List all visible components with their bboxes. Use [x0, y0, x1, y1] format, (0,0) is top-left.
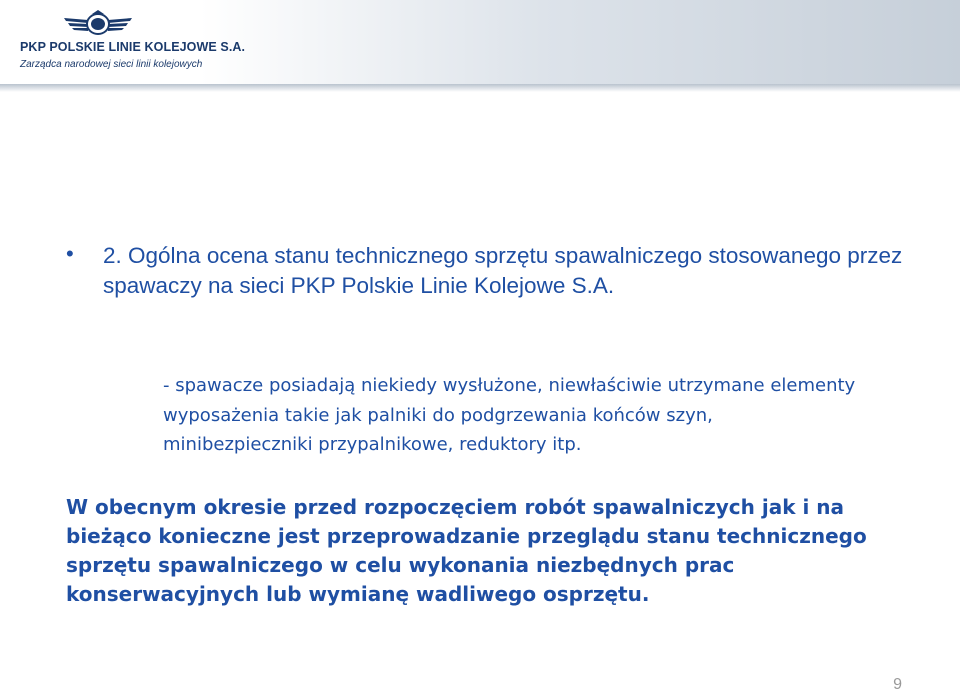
page-number: 9 [893, 676, 902, 693]
slide-header [0, 0, 960, 96]
sub-point-text: - spawacze posiadają niekiedy wysłużone, niewłaściwie utrzymane elementy wyposażenia takie jak palniki do podgrzewania końców szyn, minibezpieczniki przypalnikowe, reduktory itp. [163, 375, 856, 455]
body-paragraph: W obecnym okresie przed rozpoczęciem robót spawalniczych jak i na bieżąco konieczne jest przeprowadzanie przeglądu stanu technicznego sprzętu spawalniczego w celu wykonania niezbędnych prac konserwacyjnych lub wymianę wadliwego osprzętu. [66, 495, 867, 606]
brand-tagline: Zarządca narodowej sieci linii kolejowych [20, 59, 203, 70]
slide-heading: 2. Ogólna ocena stanu technicznego sprzętu spawalniczego stosowanego przez spawaczy na sieci PKP Polskie Linie Kolejowe S.A. [103, 243, 903, 298]
bullet-marker: • [66, 241, 74, 266]
brand-name: PKP POLSKIE LINIE KOLEJOWE S.A. [20, 40, 246, 54]
bullet-item [66, 241, 906, 301]
header-gradient-band [200, 0, 960, 84]
header-divider [0, 84, 960, 92]
pkp-winged-logo-icon [62, 8, 134, 36]
